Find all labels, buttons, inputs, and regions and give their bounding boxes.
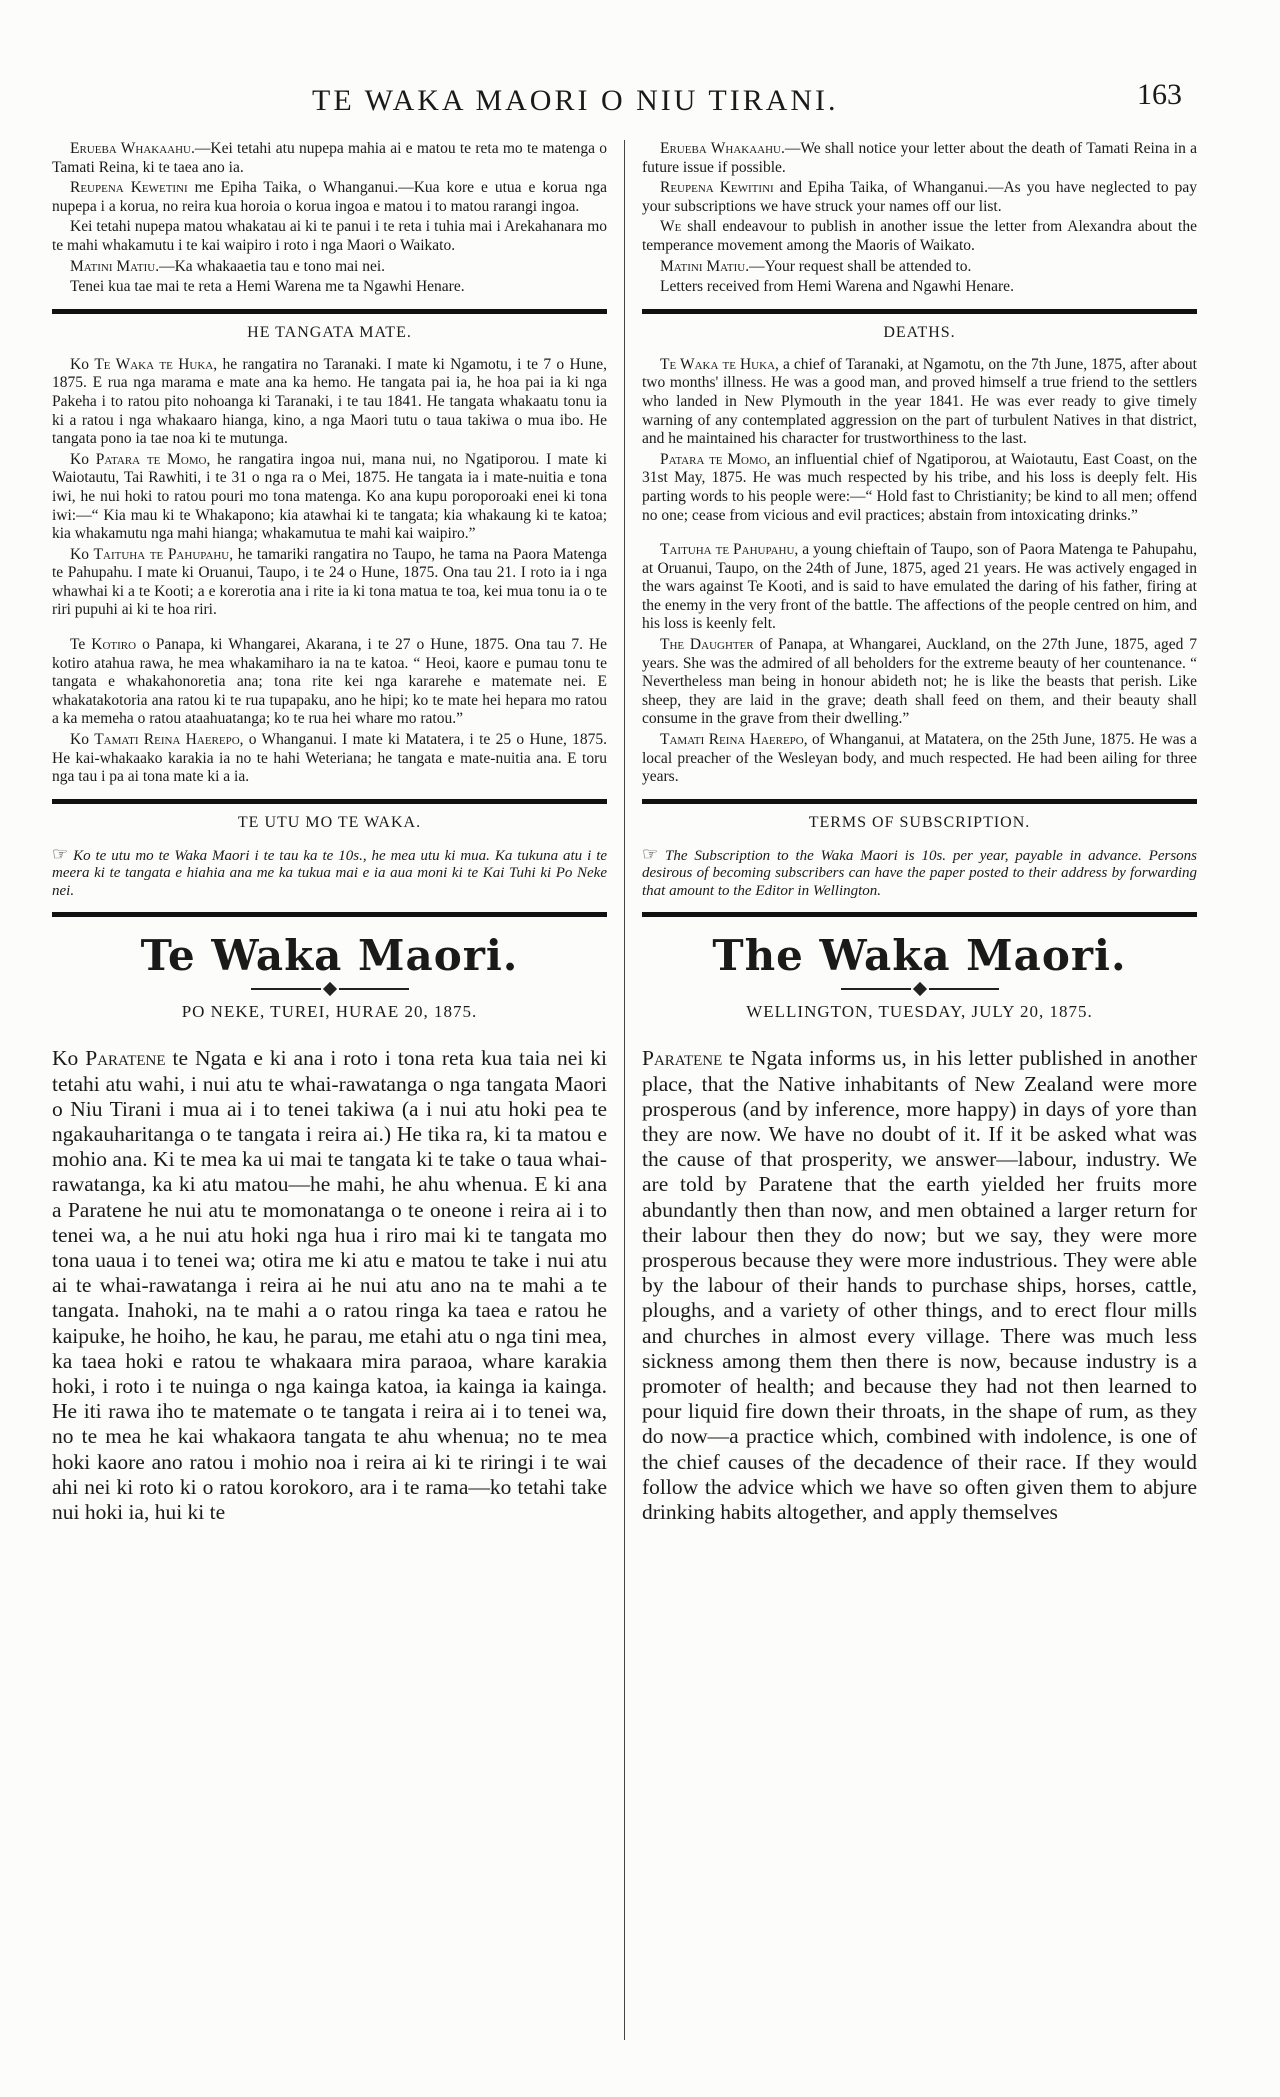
notice-text: shall endeavour to publish in another issue the letter from Alexandra about the temperance movement among the Maoris of Waikato. (642, 218, 1197, 254)
ornament-divider (52, 984, 607, 994)
notice-text: Letters received from Hemi Warena and Ngawhi Henare. (660, 278, 1014, 296)
notice-name: Erueba Whakaahu. (660, 140, 785, 157)
masthead-english: The Waka Maori. (712, 931, 1127, 981)
death-notice-text: o Panapa, ki Whangarei, Akarana, i te 27 o Hune, 1875. Ona tau 7. He kotiro atahua rawa, he mea whakamiharo ia na te katoa. “ Heoi, kaore e pumau tonu te tangata e whakahonoretia ana; tona rite kei nga kararehe e matemate nei. E whakatakotoria ana ratou ki te rua tupapaku, ano he hipi; ko te mate hei hepara mo ratou a ka memeha o ratou ataahuatanga; ko te rua hei whare mo ratou.” (52, 636, 608, 728)
death-notice-text: he rangatira ingoa nui, mana nui, no Ngatiporou. I mate ki Waiotautu, Tai Rawhiti, i te 31 o nga ra o Mei, 1875. He tangata ia i mate-nuitia e tona iwi, he nui hoki to ratou pouri mo tona matenga. Ko ana kupu poroporoaki enei ki tona iwi:—“ Kia mau ki te Whakapono; kia atawhai ki te tangata; kia whakaung ki te katoa; kia whakamutu nga mahi hianga; whakamutua te mahi kai waipiro.” (52, 450, 607, 543)
dateline-maori: PO NEKE, TUREI, HURAE 20, 1875. (181, 1002, 478, 1022)
death-notice-name: Te Waka te Huka, (94, 355, 218, 373)
section-rule (642, 912, 1197, 917)
notice-name: Matini Matiu. (660, 257, 750, 275)
death-notice: Ko Taituha te Pahupahu, he tamariki rangatira no Taupo, he tama na Paora Matenga te Pahupahu. I mate ki Oruanui, Taupo, i te 24 o Hune, 1875. Ona tau 21. I roto ia i nga whawhai ki a te Kooti; a e korerotia ana i rite ia ki tona matua te toa, kei mua tonu ia o te riri pupuhi ai ki te hoa riri. (52, 545, 607, 619)
page-number: 163 (1137, 78, 1182, 111)
subscription-text-maori (52, 843, 608, 901)
notice (52, 140, 607, 177)
subscription-text-english (642, 843, 1198, 901)
death-notice-text: he tamariki rangatira no Taupo, he tama na Paora Matenga te Pahupahu. I mate ki Oruanui, Taupo, i te 24 o Hune, 1875. Ona tau 21. I roto ia i nga whawhai ki a te Kooti; a e korerotia ana i rite ia ki tona matua te toa, kei mua tonu ia o te riri pupuhi ai ki te hoa riri. (52, 545, 607, 619)
notice-text: —We shall notice your letter about the death of Tamati Reina in a future issue if possible. (642, 140, 1197, 176)
death-notice-text: a young chieftain of Taupo, son of Paora Matenga te Pahupahu, at Oruanui, Taupo, on the 24th of June, 1875, aged 21 years. He was actively engaged in the wars against Te Kooti, and is said to have emulated the daring of his father, firing at the enemy in the very front of the battle. The affections of the people centred on him, and his loss is keenly felt. (642, 541, 1197, 633)
death-notice-text: o Whanganui. I mate ki Matatera, i te 25 o Hune, 1875. He kai-whakaako karakia ia no te hahi Weteriana; he tangata e mate-nuitia ana. E toru nga tau i pa ai tona mate ki a ia. (52, 731, 607, 786)
maori-column (52, 140, 607, 1527)
editorial-body: te Ngata informs us, in his letter published in another place, that the Native inhabitants of New Zealand were more prosperous (and by inference, more happy) in days of yore than they are now. We have no doubt of it. If it be asked what was the cause of that prosperity, we answer—labour, industry. We are told by Paratene that the earth yielded her fruits more abundantly then than now, and men obtained a larger return for their labour then they do now; but we say, they were more prosperous because they were more industrious. They were able by the labour of their hands to purchase ships, horses, cattle, ploughs, and a variety of other things, and to erect flour mills and churches in almost every village. There was much less sickness among them then there is now, because industry is a promoter of health; and because they had not then learned to pour liquid fire down their throats, in the shape of rum, as they do now—a practice which, combined with indolence, is one of the chief causes of the decadence of their race. If they would follow the advice which we have so often given them to abjure drinking habits altogether, and apply themselves (642, 1046, 1197, 1524)
correspondent-notices-maori (52, 140, 607, 297)
death-notice (642, 541, 1197, 634)
dateline-english: WELLINGTON, TUESDAY, JULY 20, 1875. (746, 1002, 1093, 1022)
deaths-list-english (642, 356, 1197, 525)
masthead-maori: Te Waka Maori. (140, 931, 519, 981)
notice-text: me Epiha Taika, o Whanganui.—Kua kore e utua e korua nga nupepa i a korua, no reira kua horoia o korua ingoa e matou i to matou rarangi ingoa. (52, 179, 607, 215)
death-notice-text: of Whanganui, at Matatera, on the 25th June, 1875. He was a local preacher of the Wesleyan body, and much respected. He had been ailing for three years. (642, 731, 1197, 786)
death-notice-name: Tamati Reina Haerepo, (660, 731, 808, 749)
editorial-name: Paratene (85, 1046, 166, 1071)
death-notice-name: Taituha te Pahupahu, (660, 541, 799, 559)
newspaper-page (52, 60, 1198, 2060)
death-notice-text: a chief of Taranaki, at Ngamotu, on the 7th June, 1875, after about two months' illness. He was a good man, and proved himself a true friend to the settlers who landed in New Plymouth in the year 1841. He was ever ready to give timely warning of any contemplated aggression on the part of turbulent Natives in that district, and he maintained his character for trustworthiness to the last. (642, 355, 1197, 448)
notice (642, 278, 1197, 297)
subscription-body: The Subscription to the Waka Maori is 10s. per year, payable in advance. Persons desirous of becoming subscribers can have the paper posted to their address by forwarding that amount to the Editor in Wellington. (642, 847, 1198, 899)
section-rule (52, 309, 607, 314)
editorial-body: te Ngata e ki ana i roto i tona reta kua taia nei ki tetahi atu wahi, i nui atu te whai-rawatanga o nga tangata Maori o Niu Tirani i mua ai i to tenei takiwa (a i nui atu hoki pea te ngakauharitanga o te tangata i reira ai.) He tika ra, ki ta matou e mohio ana. Ki te mea ka ui mai te tangata ki te take o taua whai-rawatanga, ka ki atu matou—he mahi, he ahu whenua. E ki ana a Paratene he nui atu te momonatanga o te oneone i reira ai i to tenei wa, a he nui atu hoki nga hua i riro mai ki te tangata mo tona uaua i to tenei wa; otira me ki atu e matou te take i nui atu ai te whai-rawatanga i reira ai he nui atu ano na te mahi a te tangata. Inahoki, na te mahi a o ratou ringa ka taea e ratou he kaipuke, he hoiho, he kau, he parau, me etahi atu o nga tini mea, ka taea hoki e ratou te whakaara mira paraoa, whare karakia hoki, i roto i te nuinga o nga kainga katoa, ia kainga ia kainga. He iti rawa iho te matemate o te tangata i reira ai i to tenei wa, no te mea he kai whakaora tangata te ahu whenua; no te mea hoki kaore ano ratou i mohio noa i reira ai ki te riringi i te wai ahi nei ki roto ki o ratou korokoro, ara i te rama—ko tetahi take nui hoki ia, hui ki te (52, 1046, 607, 1524)
deaths-heading-english: DEATHS. (883, 323, 956, 341)
death-notice-name: Te Waka te Huka, (660, 355, 779, 373)
notice-name: Matini Matiu. (70, 257, 160, 275)
notice-text: Kei tetahi nupepa matou whakatau ai ki te panui i te reta i tuhia mai i Arekahanara mo te mahi whakamutu i te kai waipiro i roto i nga Maori o Waikato. (52, 218, 607, 254)
section-rule (52, 799, 607, 804)
notice-text: and Epiha Taika, of Whanganui.—As you have neglected to pay your subscriptions we have struck your names off our list. (642, 179, 1197, 215)
editorial-paragraph: Ko Paratene te Ngata e ki ana i roto i tona reta kua taia nei ki tetahi atu wahi, i nui atu te whai-rawatanga o nga tangata Maori o Niu Tirani i mua ai i to tenei takiwa (a i nui atu hoki pea te ngakauharitanga o te tangata i reira ai.) He tika ra, ki ta matou e mohio ana. Ki te mea ka ui mai te tangata ki te take o taua whai-rawatanga, ka ki atu matou—he mahi, he ahu whenua. E ki ana a Paratene he nui atu te momonatanga o te oneone i reira ai i to tenei wa, a he nui atu hoki nga hua i riro mai ki te tangata mo tona uaua i to tenei wa; otira me ki atu e matou te take i nui atu ai te whai-rawatanga i reira ai he nui atu ano na te mahi a te tangata. Inahoki, na te mahi a o ratou ringa ka taea e ratou he kaipuke, he hoiho, he kau, he parau, me etahi atu o nga tini mea, ka taea hoki e ratou te whakaara mira paraoa, whare karakia hoki, i roto i te nuinga o nga kainga katoa, ia kainga ia kainga. He iti rawa iho te matemate o te tangata i reira ai i to tenei wa, no te mea he kai whakaora tangata te ahu whenua; no te mea hoki kaore ano ratou i mohio noa i reira ai ki te riringi i te wai ahi nei ki roto ki o ratou korokoro, ara i te rama—ko tetahi take nui hoki ia, hui ki te (52, 1046, 607, 1524)
notice-text: —Your request shall be attended to. (749, 257, 972, 275)
notice (52, 179, 607, 216)
notice-name: Erueba Whakaahu. (70, 140, 195, 157)
death-notice (642, 636, 1197, 729)
deaths-list-maori (52, 356, 607, 620)
page-header (52, 78, 1182, 128)
death-notice-name: Patara te Momo, (660, 450, 771, 468)
subscription-body: Ko te utu mo te Waka Maori i te tau ka te 10s., he mea utu ki mua. Ka tukuna atu i te meera ki te tangata e hiahia ana me ka tukua mai e ia aua moni ki te Kai Tuhi ki Po Neke nei. (52, 847, 608, 899)
section-rule (642, 799, 1197, 804)
column-divider (624, 140, 625, 2040)
death-notice-name: Taituha te Pahupahu, (93, 545, 234, 563)
death-notice: Ko Tamati Reina Haerepo, o Whanganui. I mate ki Matatera, i te 25 o Hune, 1875. He kai-whakaako karakia ia no te hahi Weteriana; he tangata e mate-nuitia ana. E toru nga tau i pa ai tona mate ki a ia. (52, 731, 607, 786)
page-title: TE WAKA MAORI O NIU TIRANI. (312, 84, 839, 117)
notice (642, 179, 1197, 216)
notice (642, 140, 1197, 177)
death-notice-text: he rangatira no Taranaki. I mate ki Ngamotu, i te 7 o Hune, 1875. E rua nga marama e mate ana ka hemo. He tangata pai ia, he hoa pai ia ki nga Pakeha i to ratou pito nohoanga ki Taranaki, i te tau 1841. He tangata whakaatu tonu ia ki a ratou i nga whakaaro hianga, kino, a nga Maori tutu o taua takiwa o mua ibo. He tangata pono ia tae noa ki te mutunga. (52, 355, 607, 448)
correspondent-notices-english (642, 140, 1197, 297)
notice-name: Reupena Kewitini (660, 179, 774, 197)
subscription-heading-english: TERMS OF SUBSCRIPTION. (808, 813, 1031, 831)
notice-name: Reupena Kewetini (70, 179, 188, 197)
notice-text: —Ka whakaaetia tau e tono mai nei. (159, 257, 386, 275)
subscription-heading-maori: TE UTU MO TE WAKA. (237, 813, 422, 831)
pointing-hand-icon: ☞ (642, 843, 659, 864)
notice-text: —Kei tetahi atu nupepa mahia ai e matou te reta mo te matenga o Tamati Reina, ki te taea ano ia. (52, 140, 607, 176)
death-notice-text: of Panapa, at Whangarei, Auckland, on the 27th June, 1875, aged 7 years. She was the admired of all beholders for the extreme beauty of her countenance. “ Nevertheless man being in honour abideth not; he is like the beasts that perish. Like sheep, they are laid in the grave; death shall feed on them, and their beauty shall consume in the grave from their dwelling.” (642, 636, 1197, 728)
editorial-english (642, 1046, 1197, 1525)
pointing-hand-icon: ☞ (52, 843, 69, 864)
death-notice-name: Tamati Reina Haerepo, (94, 731, 244, 749)
section-rule (642, 309, 1197, 314)
notice-text: Tenei kua tae mai te reta a Hemi Warena me ta Ngawhi Henare. (70, 278, 465, 296)
notice (52, 218, 607, 255)
editorial-maori (52, 1046, 607, 1525)
section-rule (52, 912, 607, 917)
editorial-name: Paratene (642, 1046, 723, 1071)
notice (52, 278, 607, 297)
deaths-heading-maori: HE TANGATA MATE. (247, 323, 412, 341)
notice (642, 218, 1197, 255)
death-notice: Ko Te Waka te Huka, he rangatira no Taranaki. I mate ki Ngamotu, i te 7 o Hune, 1875. E rua nga marama e mate ana ka hemo. He tangata pai ia, he hoa pai ia ki nga Pakeha i to ratou pito nohoanga ki Taranaki, i te tau 1841. He tangata whakaatu tonu ia ki a ratou i nga whakaaro hianga, kino, a nga Maori tutu o taua takiwa o mua ibo. He tangata pono ia tae noa ki te mutunga. (52, 355, 607, 448)
death-notice (642, 356, 1197, 449)
death-notice (642, 731, 1197, 787)
editorial-paragraph (642, 1046, 1197, 1525)
death-notice-text: an influential chief of Ngatiporou, at Waiotautu, East Coast, on the 31st May, 1875. He was much respected by his tribe, and his loss is deeply felt. His parting words to his people were:—“ Hold fast to Christianity; be kind to all men; offend no one; cease from vicious and evil practices; abstain from intoxicating drinks.” (642, 450, 1197, 524)
ornament-divider (642, 984, 1197, 994)
death-notice-name: The Daughter (660, 636, 754, 654)
english-column (642, 140, 1197, 1527)
death-notice: Te Kotiro o Panapa, ki Whangarei, Akarana, i te 27 o Hune, 1875. Ona tau 7. He kotiro atahua rawa, he mea whakamiharo ia na te katoa. “ Heoi, kaore e pumau tonu te tangata e whakahonoretia ana; tona rite kei nga kararehe e matemate nei. E whakatakotoria ana ratou ki te rua tupapaku, ano he hipi; ko te mate hei hepara mo ratou a ka memeha o ratou ataahuatanga; ko te rua hei whare mo ratou.” (52, 636, 608, 728)
death-notice: Ko Patara te Momo, he rangatira ingoa nui, mana nui, no Ngatiporou. I mate ki Waiotautu, Tai Rawhiti, i te 31 o nga ra o Mei, 1875. He tangata ia i mate-nuitia e tona iwi, he nui hoki to ratou pouri mo tona matenga. Ko ana kupu poroporoaki enei ki tona iwi:—“ Kia mau ki te Whakapono; kia atawhai ki te tangata; kia whakaung ki te katoa; kia whakamutu nga mahi hianga; whakamutua te mahi kai waipiro.” (52, 450, 607, 543)
notice (642, 258, 1197, 277)
death-notice-name: Kotiro (91, 636, 137, 654)
deaths-list2-maori (52, 636, 607, 787)
notice-name: We (660, 218, 682, 236)
death-notice-name: Patara te Momo, (95, 450, 211, 468)
notice (52, 258, 607, 277)
deaths-list2-english (642, 541, 1197, 787)
death-notice (642, 451, 1197, 525)
